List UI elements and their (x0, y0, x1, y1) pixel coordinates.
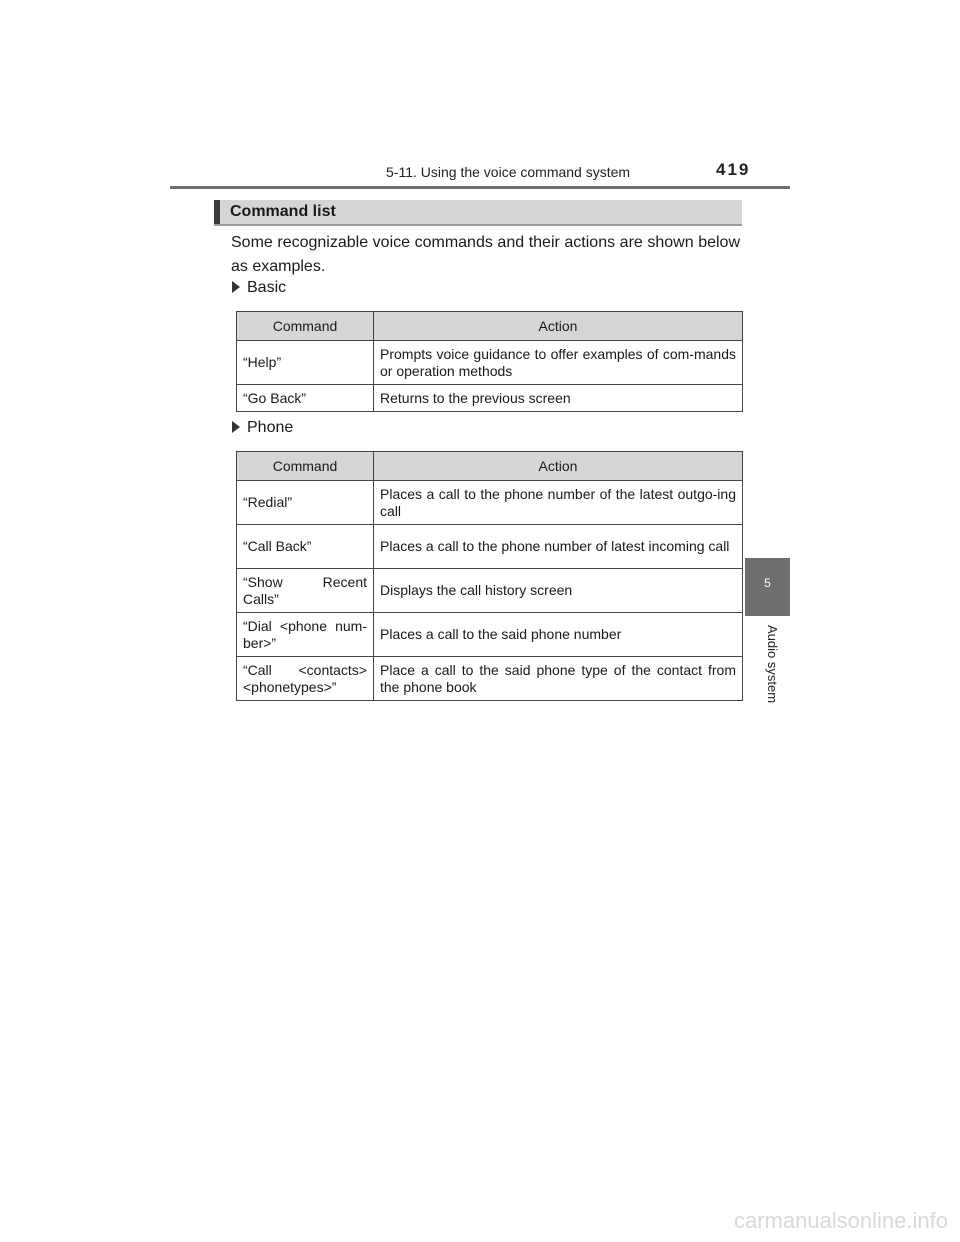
action-cell: Displays the call history screen (374, 569, 743, 613)
command-cell: “Call <contacts> <phonetypes>” (237, 657, 374, 701)
table-row (237, 613, 743, 657)
triangle-bullet-icon (232, 281, 240, 293)
action-cell: Places a call to the said phone number (374, 613, 743, 657)
table-row (237, 525, 743, 569)
page-number: 419 (716, 160, 751, 179)
table-header-row (237, 452, 743, 481)
table-header-command: Command (237, 312, 374, 341)
command-cell: “Help” (237, 341, 374, 385)
command-cell: “Dial <phone num-ber>” (237, 613, 374, 657)
chapter-tab-label: Audio system (765, 625, 780, 704)
action-cell: Places a call to the phone number of latest incoming call (374, 525, 743, 569)
watermark: carmanualsonline.info (733, 1208, 948, 1233)
command-cell: “Redial” (237, 481, 374, 525)
table-row (237, 385, 743, 412)
phone-command-table (236, 451, 743, 701)
triangle-bullet-icon (232, 421, 240, 433)
table-header-action: Action (374, 312, 743, 341)
action-cell: Places a call to the phone number of the latest outgo-ing call (374, 481, 743, 525)
intro-paragraph: Some recognizable voice commands and their actions are shown below as examples. (231, 234, 740, 275)
table-row (237, 569, 743, 613)
chapter-tab-number: 5 (764, 576, 771, 590)
subhead-phone-label: Phone (247, 419, 294, 436)
subhead-basic (232, 279, 286, 297)
basic-command-table (236, 311, 743, 412)
command-cell: “Show Recent Calls” (237, 569, 374, 613)
table-row (237, 657, 743, 701)
table-row (237, 341, 743, 385)
section-heading-title: Command list (230, 203, 336, 220)
command-cell: “Call Back” (237, 525, 374, 569)
table-header-action: Action (374, 452, 743, 481)
table-header-row (237, 312, 743, 341)
subhead-basic-label: Basic (247, 279, 287, 296)
section-heading (214, 200, 742, 226)
table-row (237, 481, 743, 525)
action-cell: Returns to the previous screen (374, 385, 743, 412)
table-header-command: Command (237, 452, 374, 481)
section-heading-bar (214, 200, 220, 224)
command-cell: “Go Back” (237, 385, 374, 412)
action-cell: Prompts voice guidance to offer examples of com-mands or operation methods (374, 341, 743, 385)
subhead-phone (232, 419, 293, 437)
chapter-tab (745, 558, 790, 616)
header-rule (170, 186, 790, 189)
header-section-title: 5-11. Using the voice command system (386, 164, 631, 180)
action-cell: Place a call to the said phone type of the contact from the phone book (374, 657, 743, 701)
